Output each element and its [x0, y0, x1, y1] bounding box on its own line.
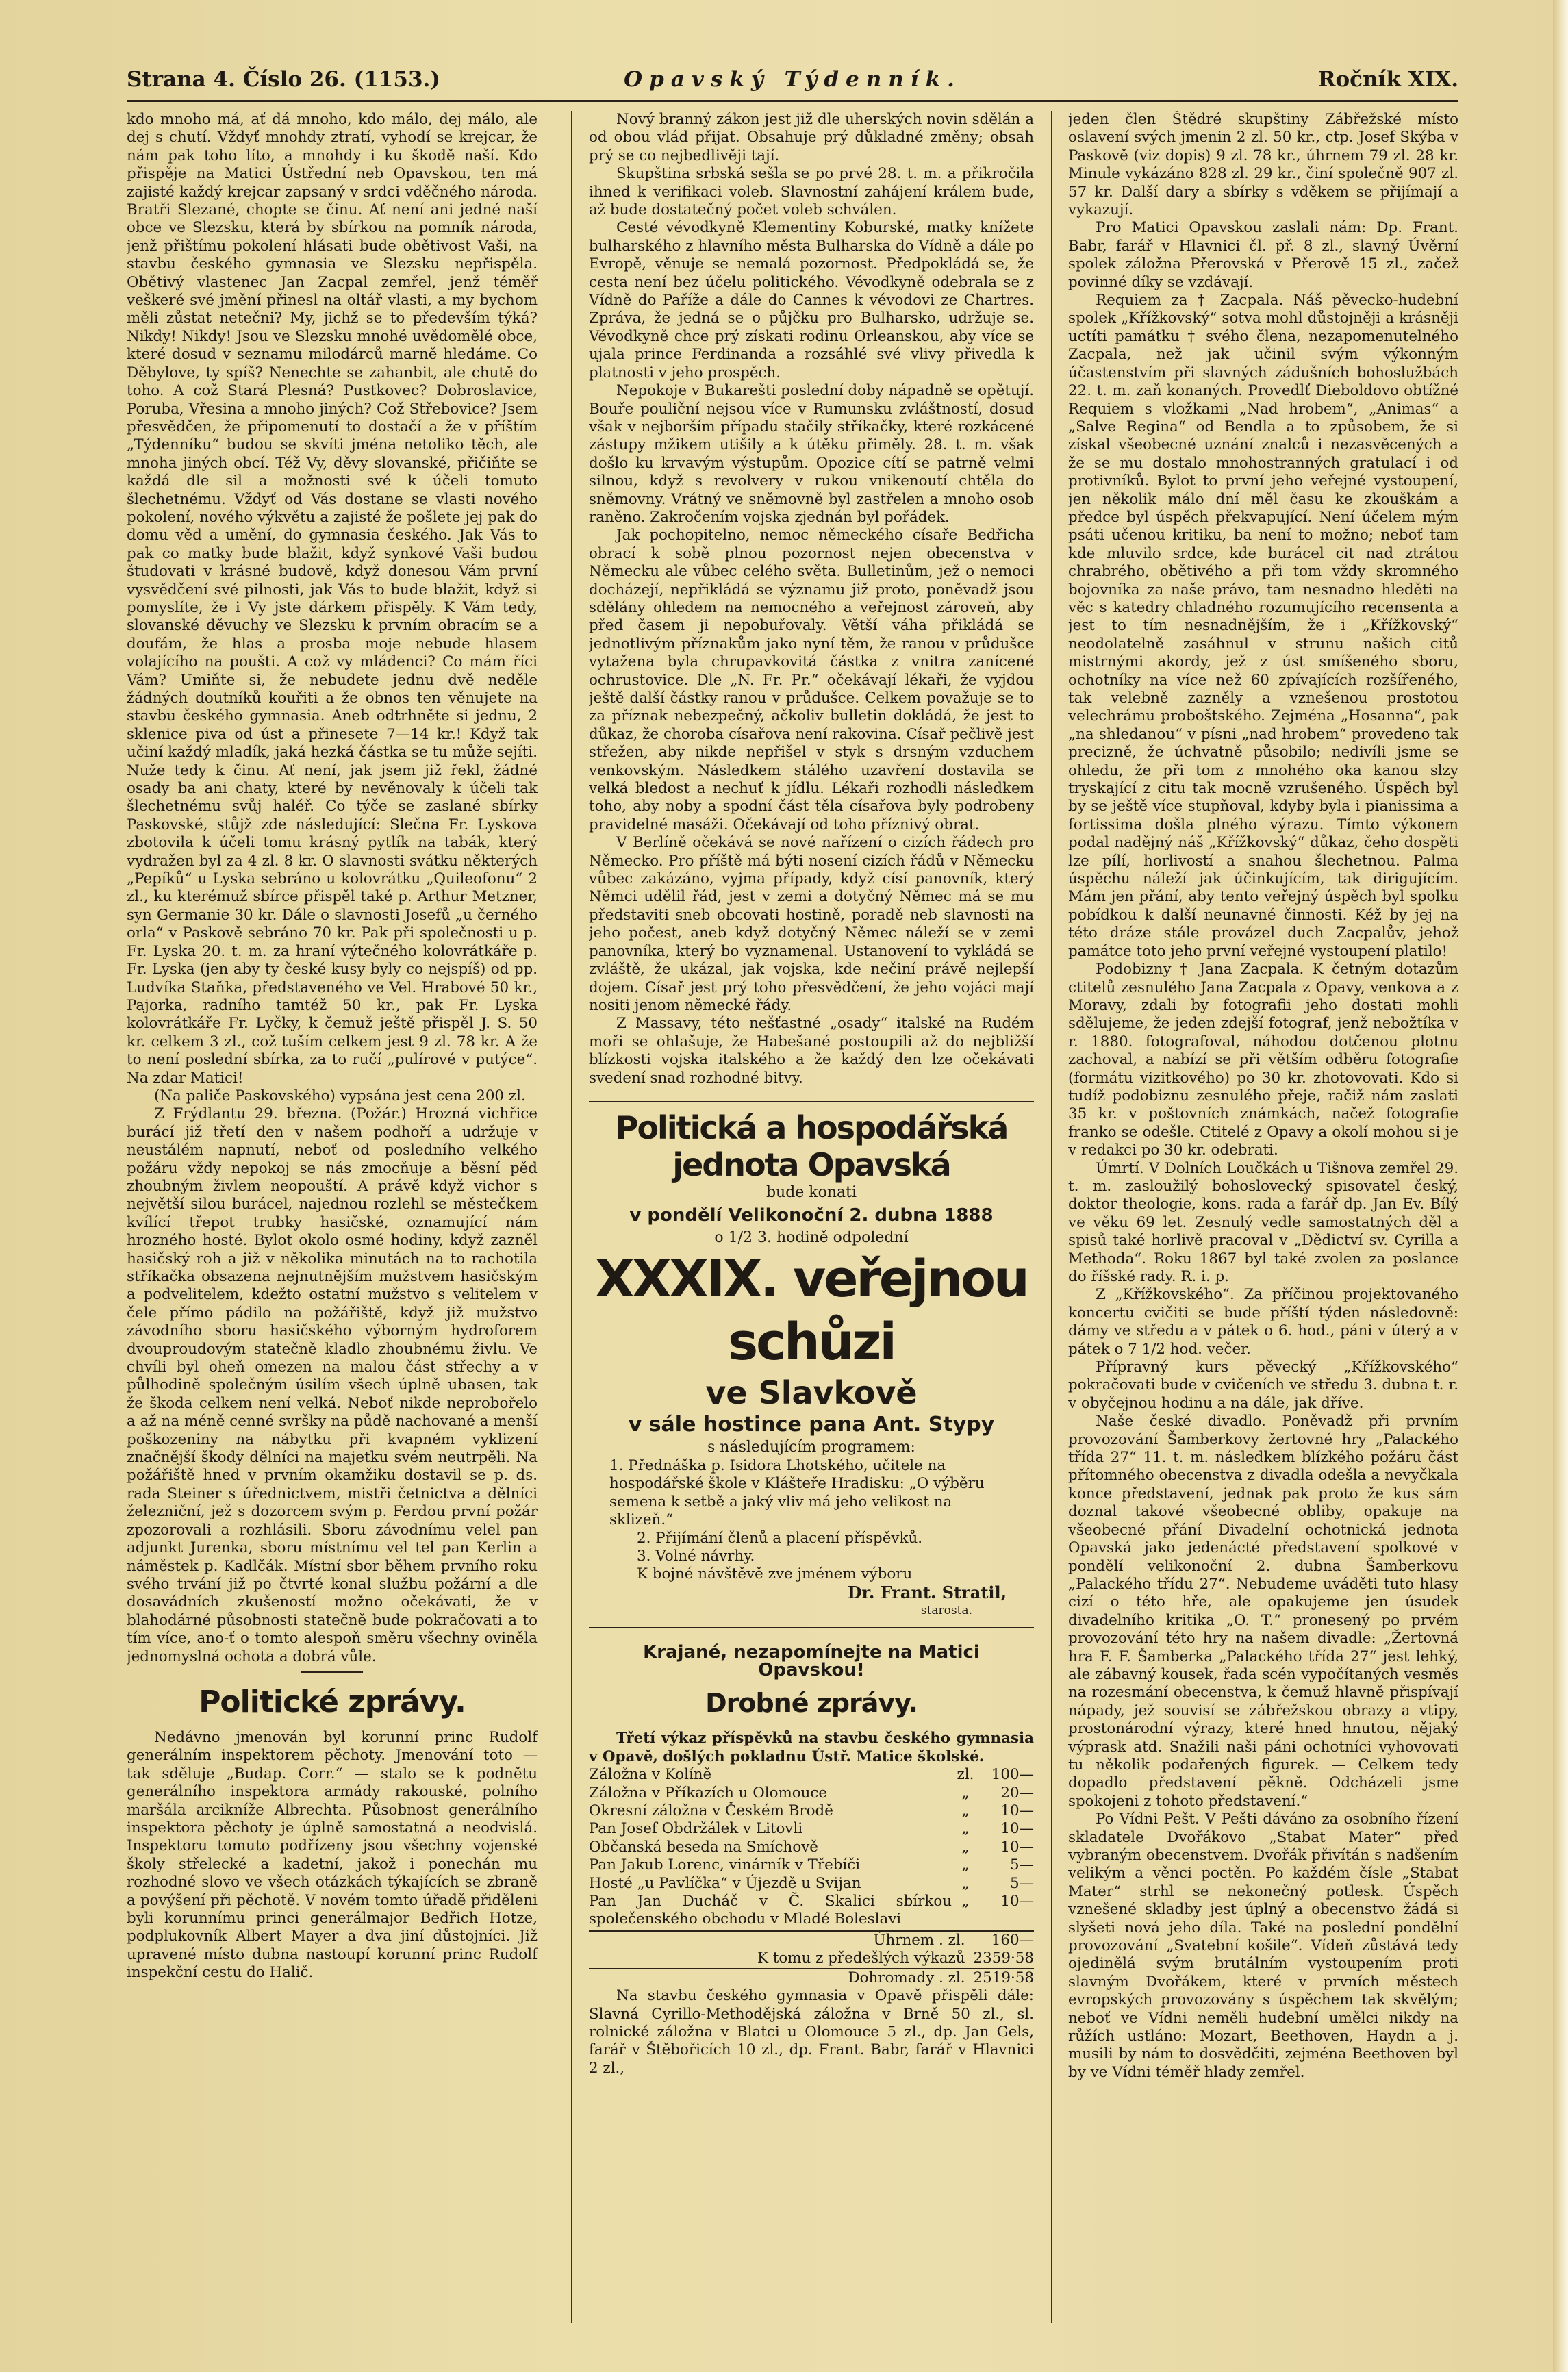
donation-name: Záložna v Kolíně	[589, 1766, 712, 1784]
donation-row	[589, 1856, 1034, 1874]
donation-sums	[589, 1930, 1034, 1987]
donation-name: Záložna v Příkazích u Olomouce	[589, 1784, 828, 1802]
ad-signature: Dr. Frant. Stratil,	[847, 1582, 1007, 1602]
program-item: 2. Přijímání členů a placení příspěvků.	[637, 1529, 923, 1547]
sum-label: Dohromady . zl.	[848, 1969, 965, 1986]
sum-amount: 2519·58	[973, 1969, 1034, 1986]
donation-row	[589, 1893, 1034, 1929]
masthead-title: Opavský Týdenník.	[624, 67, 961, 92]
article-paragraph: Jak pochopitelno, nemoc německého císaře Bedřicha obrací k sobě plnou pozornost nejen obecenstva v Německu ale vůbec celého světa. Bulletinům, jež o nemoci docházejí, nepřikládá se významu již proto, poněvadž jsou sdělány ohledem na nemocného a veřejnost zároveň, aby před časem ji nepobuřovaly. Větší váha přikládá se jednotlivým příznakům jako nyní těm, že ranou v průdušce vytažena byla chrupavkovitá částka z vnitra zanícené ochrustovice. Dle „N. Fr. Pr.“ očekávají lékaři, že vyjdou ještě další částky ranou v průdušce. Celkem považuje se to za příznak nebezpečný, ačkoliv bulletin dokládá, že jest to důkaz, že choroba císařova není rakovina. Císař pečlivě jest střežen, aby nikde nepřišel v styk s drsným vzduchem venkovským. Následkem stálého uzavření dostavila se velká bledost a nechuť k jídlu. Lékaři rozhodli následkem toho, aby noby a spodní část těla císařova byly podrobeny pravidelné masáži. Očekávají od toho příznivý obrat.	[589, 527, 1034, 833]
donation-unit: „	[961, 1893, 970, 1910]
program-item: 1. Přednáška p. Isidora Lhotského, učitele na hospodářské škole v Klášteře Hradisku: „O výběru semena k setbě a jaký vliv má jeho velikost na sklizeň.“	[609, 1456, 985, 1529]
donation-amount: 10—	[1000, 1838, 1034, 1856]
article-paragraph: Úmrtí. V Dolních Loučkách u Tišnova zemřel 29. t. m. zasloužilý bohoslovecký spisovatel český, doktor theologie, kons. rada a farář dp. Jan Ev. Bílý ve věku 69 let. Zesnulý vedle samostatných děl a spisů také horlivě pracoval v „Dědictví sv. Cyrilla a Methoda“. Roku 1867 byl také zvolen za poslance do říšské rady. R. i. p.	[1068, 1159, 1458, 1285]
donation-amount: 10—	[1000, 1893, 1034, 1910]
article-paragraph: Naše české divadlo. Poněvadž při prvním provozování Šamberkovy žertovné hry „Palackého třída 27“ 11. t. m. následkem blízkého požáru část přítomného obecenstva z divadla odešla a nevyčkala konce představení, jednak pak proto že kus sám doznal takové všeobecné obliby, opakuje na všeobecné přání Divadelní ochotnická jednota Opavská jako jedenácté představení spolkové v pondělí velikonoční 2. dubna Šamberkovu „Palackého třídu 27“. Nebudeme uváděti tuto hlasy cizí o této hře, ale opakujeme jen úsudek divadelního kritika „O. T.“ pronesený po prvém provozování této hry na našem divadle: „Žertovná hra F. F. Šamberka „Palackého třída 27“ jest lehký, ale zábavný kousek, řada scén vypočítaných vesměs na rozesmání obecenstva, k čemuž hlavně přispívají nápady, jež souvisí se zábřežskou obrazy a vtipy, prostonárodní výrazy, které hned hnutou, nějaký výprask atd. Snažili naši páni ochotníci vyhovovati tu několik podařených figurek. — Celkem tedy dopadlo představení pěkně. Odcházeli jsme spokojeni z tohoto představení.“	[1068, 1413, 1458, 1810]
donation-list-title: Třetí výkaz příspěvků na stavbu českého gymnasia v Opavě, došlých pokladnu Ústř. Matice školské.	[589, 1730, 1034, 1765]
ad-signature-role: starosta.	[920, 1604, 972, 1618]
volume-number: Ročník XIX.	[1317, 67, 1458, 92]
sum-row	[589, 1950, 1034, 1968]
donation-row	[589, 1820, 1034, 1838]
article-paragraph: Nedávno jmenován byl korunní princ Rudolf generálním inspektorem pěchoty. Jmenování toto — tak sděluje „Budap. Corr.“ — stalo se k podnětu generálního inspektora armády rakouské, polního maršála arcikníže Albrechta. Působnost generálního inspektora pěchoty je úplně samostatná a neodvislá. Inspektoru tomuto podřízeny jsou všechny vojenské školy střelecké a kadetní, jakož i ponechán mu rozhodné slovo ve všech otázkách týkajících se zbraně a povýšení při pěchotě. V novém tomto úřadě přiděleni byli korunnímu princi generálmajor Bedřich Hotze, podplukovník Albert Mayer a dva jiní důstojníci. Již upravené místo dubna nastoupí korunní princ Rudolf inspekční cestu do Halič.	[127, 1728, 538, 1982]
donation-amount: 10—	[1000, 1820, 1034, 1838]
section-title: Politické zprávy.	[199, 1684, 466, 1719]
donation-name: Občanská beseda na Smíchově	[589, 1838, 818, 1856]
header-rule	[127, 100, 1458, 102]
column-divider	[571, 111, 572, 2323]
ad-program	[589, 1457, 1034, 1584]
donation-name: Pan Jan Ducháč v Č. Skalici sbírkou společenského obchodu v Mladé Boleslavi	[589, 1893, 952, 1928]
donation-amount: 10—	[1000, 1802, 1034, 1820]
program-item: 3. Volné návrhy.	[637, 1547, 755, 1565]
section-title: Drobné zprávy.	[705, 1688, 918, 1719]
donation-name: Pan Josef Obdržálek v Litovli	[589, 1820, 803, 1838]
section-divider	[301, 1671, 363, 1673]
article-paragraph: Po Vídni Pešt. V Pešti dáváno za osobního řízení skladatele Dvořákovo „Stabat Mater“ před vybraným obecenstvem. Dvořák přivítán s nadšením velikým a věnci poctěn. Po každém čísle „Stabat Mater“ strhl se nekonečný potlesk. Úspěch vznešené skladby jest úplný a obecenstvo žádá si slyšeti nová jeho díla. Také na poslední pondělní provozování „Svatební košile“. Vídeň zůstává tedy ojedinělá svým brutálním vystoupením proti slavným Dvořákem, které v prvních městech evropských provozovány s úspěchem tak skvělým; neboť ve Vídni neměli hudební umělci nikdy na růžích ustláno: Mozart, Beethoven, Haydn a j. musili by nám to dosvědčiti, zejména Beethoven byl by ve Vídni téměř hlady zemřel.	[1068, 1810, 1458, 2081]
donation-unit: „	[961, 1820, 970, 1838]
article-paragraph: Z „Křížkovského“. Za příčinou projektovaného koncertu cvičiti se bude příští týden následovně: dámy ve středu a v pátek o 6. hod., páni v úterý a v pátek o 7 1/2 hod. večer.	[1068, 1286, 1458, 1358]
article-paragraph: kdo mnoho má, ať dá mnoho, kdo málo, dej málo, ale dej s chutí. Vždyť mnohdy ztratí, vyhodí se krejcar, že nám pak toho líto, a mnohdy i ku škodě naší. Kdo přispěje na Matici Ústřední neb Opavskou, ten má zajisté každý krejcar zapsaný v srdci vděčného národa. Bratři Slezané, chopte se činu. Ať není ani jedné naší obce ve Slezsku, která by sbírkou na pomník národa, jenž přištímu pokolení hlásati bude obětivost Vaši, na stavbu českého gymnasia ve Slezsku nepřispěla. Obětivý vlastenec Jan Zacpal zemřel, jenž téměř veškeré své jmění přinesl na oltář vlasti, a my bychom měli zůstat netečni? My, jichž se to především týká? Nikdy! Nikdy! Jsou ve Slezsku mnohé uvědomělé obce, které dosud v seznamu milodárců marně hledáme. Co Děbylove, ty spíš? Nenechte se zahanbit, ale chutě do toho. A což Stará Plesná? Pustkovec? Dobroslavice, Poruba, Vřesina a mnoho jiných? Což Střebovice? Jsem přesvědčen, že připomenutí to dostačí a že v příštím „Týdenníku“ budou se skvíti jména netoliko těch, ale mnoha jiných obcí. Též Vy, děvy slovanské, přičiňte se každá dle sil a možnosti své k účeli tomuto šlechetnému. Vždyť od Vás dostane se vlasti nového pokolení, nového výkvětu a zajisté že pošlete jej pak do domu věd a umění, do gymnasia českého. Jak Vás to pak co matky bude blažit, když synkové Vaši budou študovati v krásné budově, když donesou Vám první vysvědčení své pilnosti, jak Vás to bude blažit, když si pomyslíte, že i Vy jste dárkem přispěly. K Vám tedy, slovanské děvuchy ve Slezsku k prvním obracím se a doufám, že hlas a prosba moje nebude hlasem volajícího na poušti. A což vy mládenci? Co mám říci Vám? Umiňte si, že nebudete jednu dvě neděle žádných doutníků kouřiti a že obnos ten věnujete na stavbu českého gymnasia. Aneb odtrhněte si jednu, 2 sklenice piva od úst a přinesete 7—14 kr.! Když tak učiní každý mladík, jaká hezká částka se tu může sejíti. Nuže tedy k činu. Ať není, jak jsem již řekl, žádné osady ba ani chaty, které by nevěnovaly k účeli tak šlechetnému svůj haléř. Co týče se zaslané sbírky Paskovské, stůjž zde následující: Slečna Fr. Lyskova zbotovila k účeli tomu krásný pytlík na tabák, který vydražen byl za 4 zl. 8 kr. O slavnosti svátku některých „Pepíků“ u Lyska sebráno u kolovrátku „Quileofonu“ 2 zl., ku kterémuž sbírce přispěl také p. Arthur Metzner, syn Germanie 30 kr. Dále o slavnosti Josefů „u černého orla“ v Paskově sebráno 70 kr. Pak při společnosti u p. Fr. Lyska 20. t. m. za hraní výtečného kolovrátkáře p. Fr. Lyska (jen aby ty české kusy byly co nejspíš) od pp. Ludvíka Staňka, představeného ve Vel. Hrabové 50 kr., Pajorka, radního tamtéž 50 kr., pak Fr. Lyska kolovrátkáře Fr. Lyčky, k čemuž ještě přispěl J. S. 50 kr. celkem 3 zl., což tuším celkem jest 9 zl. 78 kr. A že to není poslední sbírka, za to ručí „pulírové v putýce“. Na zdar Matici!	[127, 111, 538, 1087]
donation-name: Okresní záložna v Českém Brodě	[589, 1802, 833, 1820]
page-number: Strana 4. Číslo 26. (1153.)	[127, 67, 440, 92]
sum-row	[589, 1969, 1034, 1987]
ad-text: bude konati	[766, 1183, 857, 1201]
ad-headline: XXXIX. veřejnou schůzi	[595, 1249, 1028, 1372]
donation-unit: „	[961, 1874, 970, 1892]
donation-unit: zl.	[957, 1766, 974, 1784]
slogan: Krajané, nezapomínejte na Matici Opavskou!	[643, 1641, 980, 1680]
donation-amount: 5—	[1010, 1874, 1034, 1892]
column-divider	[1051, 111, 1052, 2323]
sum-label: K tomu z předešlých výkazů	[757, 1950, 965, 1967]
ad-program-label: s následujícím programem:	[707, 1438, 915, 1456]
column-left	[127, 111, 538, 2323]
donation-row	[589, 1839, 1034, 1856]
article-paragraph: Nepokoje v Bukarešti poslední doby nápadně se opětují. Bouře pouliční nejsou více v Rumunsku zvláštností, dosud však v nejborším případu stačily stříkačky, které rozkácené zástupy mžikem utišily a k útěku přiměly. 28. t. m. však došlo ku krvavým výstupům. Opozice cítí se patrně velmi silnou, když s revolvery v rukou vnikenoutí chtěla do sněmovny. Vrátný ve sněmovně byl zastřelen a mnoho osob raněno. Zakročením vojska zjednán byl pořádek.	[589, 382, 1034, 526]
program-invite: K bojné návštěvě zve jménem výboru	[637, 1565, 913, 1583]
article-paragraph: Cesté vévodkyně Klementiny Koburské, matky knížete bulharského z hlavního města Bulharska do Vídně a dále po Evropě, věnuje se nemalá pozornost. Předpokládá se, že cesta není bez účelu politického. Vévodkyně odebrala se z Vídně do Paříže a dále do Cannes k vévodovi ze Chartres. Zpráva, že jedná se o půjčku pro Bulharsko, udržuje se. Vévodkyně chce prý získati rodinu Orleanskou, aby více se ujala prince Ferdinanda a rozsáhlé své vlivy přivedla k platnosti v jeho prospěch.	[589, 219, 1034, 381]
article-paragraph: Podobizny † Jana Zacpala. K četným dotazům ctitelů zesnulého Jana Zacpala z Opavy, venkova a z Moravy, zdali by fotografii jeho dostati mohli sdělujeme, že jeden zdejší fotograf, jenž nebožtíka v r. 1880. fotografoval, náhodou dotčenou plotnu zachoval, a nabízí se při větším odběru fotografie (formátu vizitkového) po 30 kr. zhotovovati. Kdo si tudíž podobiznu zesnulého přeje, račiž nám zaslati 35 kr. v poštovních známkách, načež fotografie franko se odešle. Ctitelé z Opavy a okolí mohou si je v redakci po 30 kr. odebrati.	[1068, 961, 1458, 1159]
sum-amount: 2359·58	[973, 1950, 1034, 1967]
donation-row	[589, 1802, 1034, 1820]
sum-row	[589, 1931, 1034, 1950]
ad-place: ve Slavkově	[705, 1374, 918, 1411]
donation-amount: 20—	[1000, 1784, 1034, 1802]
ad-venue: v sále hostince pana Ant. Stypy	[628, 1412, 995, 1437]
ad-title: Politická a hospodářská jednota Opavská	[615, 1109, 1008, 1183]
donation-unit: „	[961, 1802, 970, 1820]
article-paragraph: jeden člen Štědré skupštiny Zábřežské místo oslavení svých jmenin 2 zl. 50 kr., ctp. Josef Skýba v Paskově (viz dopis) 9 zl. 78 kr., úhrnem 79 zl. 28 kr. Minule vykázáno 828 zl. 29 kr., činí společně 907 zl. 57 kr. Další dary a sbírky s vděkem se přijímají a vykazují.	[1068, 111, 1458, 219]
donation-row	[589, 1766, 1034, 1784]
article-paragraph: Requiem za † Zacpala. Náš pěvecko-hudební spolek „Křížkovský“ sotva mohl důstojněji a krásněji uctíti památku † svého člena, nezapomenutelného Zacpala, než jak učinil svým výkonným účastenstvím při slavných zádušních bohoslužbách 22. t. m. zaň konaných. Provedlť Dieboldovo obtížné Requiem s vložkami „Nad hrobem“, „Animas“ a „Salve Regina“ od Bendla a to způsobem, že si získal všeobecné uznání znalců i nezasvěcených a že se mu dostalo mnohostranných gratulací i od protivníků. Bylot to první jeho veřejné vystoupení, jen několik málo dní měl času ke zkouškám a předce byl úspěch překvapující. Není účelem mým psáti učenou kritiku, ba není to možno; neboť tam kde mluvilo srdce, kde burácel cit nad ztrátou chrabrého, obětivého a při tom vždy skromného bojovníka za naše právo, tam nesnadno hleděti na věc s katedry chladného rozumujícího recensenta a jest to tím nesnadnějším, že i „Křížkovský“ neodolatelně zasáhnul v strunu našich citů mistrnými akordy, jež z úst smíšeného sboru, ochotníky na více než 60 zpívajících rozšířeného, tak velebně zazněly a vznešenou prostotou velechrámu proboštského. Zejména „Hosanna“, pak „na shledanou“ v písni „nad hrobem“ provedeno tak precizně, že úchvatně působilo; nedivíli jsme se ohledu, že při tom z mnohého oka kanou slzy tryskající z citu tak mocně vzrušeného. Úspěch byl by se ještě více stupňoval, kdyby byla i pianissima a fortissima došla plného výrazu. Tímto výkonem podal nadějný náš „Křížkovský“ důkaz, čeho dospěti lze pílí, horlivostí a snahou šlechetnou. Palma úspěchu náleží jak účinkujícím, tak dirigujícím. Mám jen přání, aby tento veřejný úspěch byl spolku pobídkou k další neunavné činnosti. Kéž by jej na této dráze stále provázel duch Zacpalův, jehož památce toto jeho první veřejné vystoupení platilo!	[1068, 292, 1458, 960]
article-paragraph: Z Frýdlantu 29. března. (Požár.) Hrozná vichřice burácí již třetí den v našem podhoří a udržuje v neustálém napnutí, neboť od posledního velkého požáru vždy nepokoj se nás zmocňuje a běsní pěd zhoubným živlem neopouští. A právě když vichor s největší silou burácel, najednou rozlehl se městečkem kvílící třepot trubky hasičské, oznamující nám hrozného hosté. Bylot okolo osmé hodiny, když zazněl hasičský roh a již v několika minutách na to rachotila stříkačka obsazena nejnutnějším mužstvem hasičským a podvelitelem, kdežto ostatní mužstvo s velitelem v čele přímo pádilo na požářiště, když již mužstvo závodního sboru hasičského výborným hydroforem dvouproudovým statečně kladlo zhoubnému živlu. Ve chvíli byl oheň omezen na malou část střechy a v půlhodině společným úsilím všech úplně ubasen, tak že škoda celkem není velká. Neboť nikde neprobořelo a až na méně cenné svršky na půdě nachované a menší poškozeniny na nábytku při kvapném vyklizení značnější škody dělníci na majetku svém neutrpěli. Na požářiště hned v prvním okamžiku dostavil se p. ds. rada Steiner s úřednictvem, mistři četnictva a dělníci železniční, jež s dozorcem svým p. Ferdou první požár zpozorovali a rozhlásili. Sboru závodnímu velel pan adjunkt Jurenka, sboru místnímu vel tel pan Kerlin a náměstek p. Kadlčák. Místní sbor během prvního roku svého trvání již po čtvrté konal službu požární a dle dosavádních zkušeností možno očekávati, že v blahodárné působnosti statečně bude pokračovati a to tím více, ano-ť o tomto alespoň směru všechny oviněla jednomyslná ochota a dobrá vůle.	[127, 1105, 538, 1665]
article-paragraph: Skupština srbská sešla se po prvé 28. t. m. a přikročila ihned k verifikaci voleb. Slavnostní zahájení králem bude, až bude dostatečný počet voleb schválen.	[589, 165, 1034, 219]
donation-name: Hosté „u Pavlíčka“ v Újezdě u Svijan	[589, 1874, 861, 1892]
meeting-announcement	[589, 1101, 1034, 1628]
donation-table	[589, 1766, 1034, 1929]
donation-unit: „	[961, 1838, 970, 1856]
column-middle	[589, 111, 1034, 2323]
article-paragraph: Přípravný kurs pěvecký „Křížkovského“ pokračovati bude v cvičeních ve středu 3. dubna t. r. v obyčejnou hodinu a na dále, jak dříve.	[1068, 1359, 1458, 1412]
article-paragraph: Na stavbu českého gymnasia v Opavě přispěli dále: Slavná Cyrillo-Methodějská záložna v Brně 50 zl., sl. rolnické záložna v Blatci u Olomouce 5 zl., dp. Jan Gels, farář v Štěbořicích 10 zl., dp. Frant. Babr, farář v Hlavnici 2 zl.,	[589, 1987, 1034, 2077]
sum-label: Úhrnem . zl.	[873, 1931, 965, 1949]
article-paragraph: Nový branný zákon jest již dle uherských novin sdělán a od obou vlád přijat. Obsahuje prý důkladné změny; obsah prý se co nejbedlivěji tají.	[589, 111, 1034, 164]
donation-amount: 5—	[1010, 1856, 1034, 1874]
page-edge	[1553, 0, 1568, 2372]
article-paragraph: (Na paliče Paskovského) vypsána jest cena 200 zl.	[154, 1087, 526, 1105]
ad-time: o 1/2 3. hodině odpolední	[714, 1228, 909, 1246]
donation-amount: 100—	[991, 1766, 1034, 1784]
page-header	[127, 63, 1458, 104]
ad-date: v pondělí Velikonoční 2. dubna 1888	[629, 1204, 994, 1226]
article-paragraph: Pro Matici Opavskou zaslali nám: Dp. Frant. Babr, farář v Hlavnici čl. př. 8 zl., slavný Úvěrní spolek záložna Přerovská v Přerově 15 zl., začež povinné díky se vzdávají.	[1068, 219, 1458, 291]
donation-name: Pan Jakub Lorenc, vinárník v Třebíči	[589, 1856, 861, 1874]
donation-row	[589, 1875, 1034, 1893]
donation-unit: „	[961, 1856, 970, 1874]
article-paragraph: Z Massavy, této nešťastné „osady“ italské na Rudém moři se ohlašuje, že Habešané postoupili až do nejbližší blízkosti vojska italského a že každý den lze očekávati svedení snad rozhodné bitvy.	[589, 1015, 1034, 1087]
article-paragraph: V Berlíně očekává se nové nařízení o cizích řádech pro Německo. Pro příště má býti nosení cizích řádů v Německu vůbec zakázáno, vyjma případy, když císí panovník, který Němci udělil řád, jest v zemi a dotyčný Němec má se mu představiti sneb obcovati hostině, poradě neb slavnosti na jeho počest, aneb když dotyčný Němec náleží se v zemi panovníka, který bo vyznamenal. Ustanovení to vykládá se zvláště, že ukázal, jak vojska, kde nečiní právě nejlepší dojem. Císař jest prý toho přesvědčení, že jeho vojáci mají nositi jenom německé řády.	[589, 834, 1034, 1014]
donation-unit: „	[961, 1784, 970, 1802]
column-right	[1068, 111, 1458, 2323]
donation-row	[589, 1784, 1034, 1802]
sum-amount: 160—	[991, 1931, 1034, 1949]
